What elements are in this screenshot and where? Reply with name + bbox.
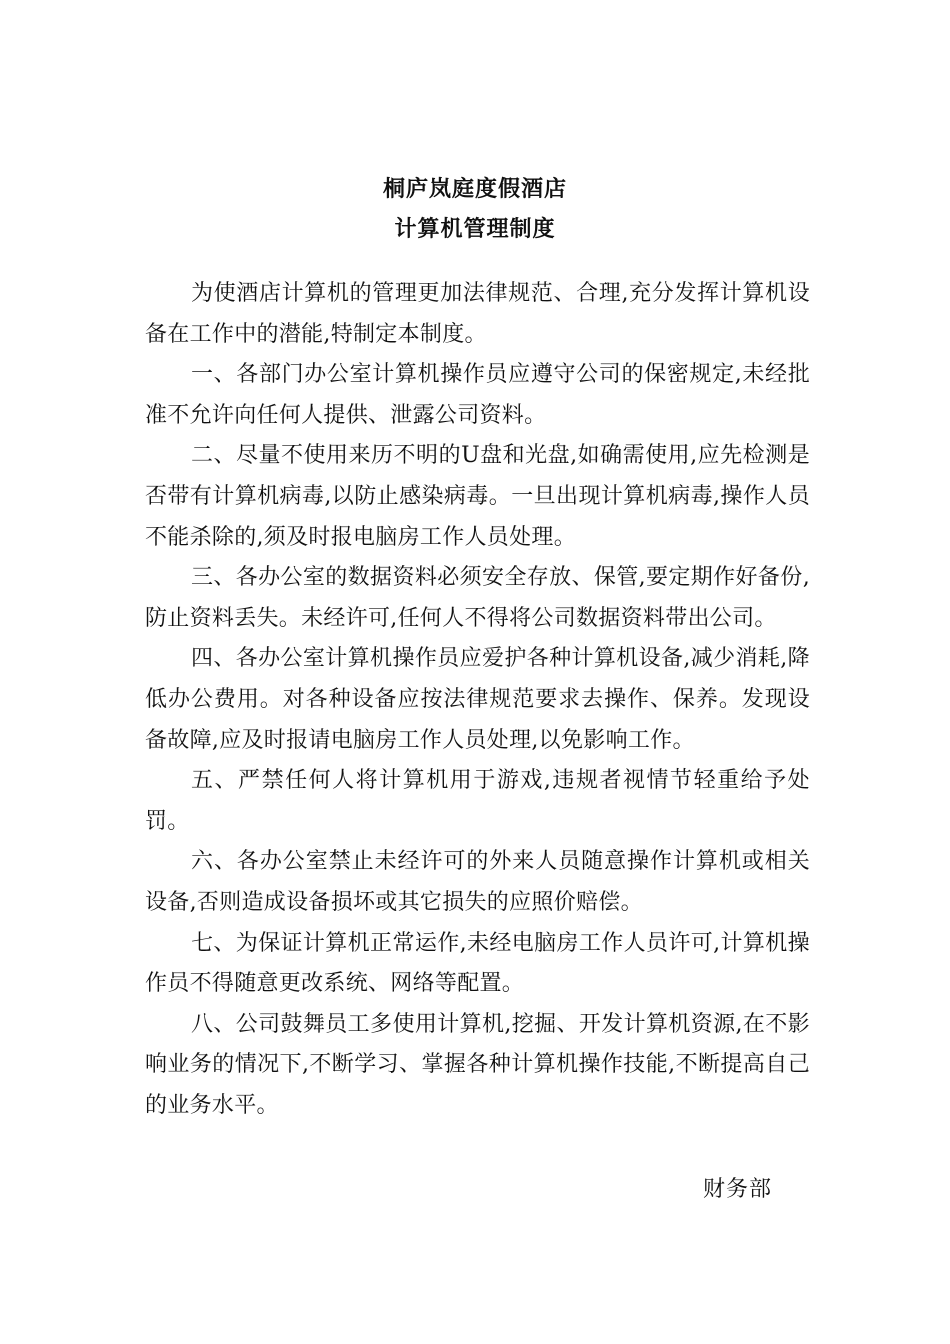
paragraph-item-6: 六、各办公室禁止未经许可的外来人员随意操作计算机或相关设备,否则造成设备损坏或其它损失的应照价赔偿。 bbox=[145, 849, 810, 915]
paragraph-item-3: 三、各办公室的数据资料必须安全存放、保管,要定期作好备份,防止资料丢失。未经许可,任何人不得将公司数据资料带出公司。 bbox=[145, 565, 810, 631]
paragraph-intro: 为使酒店计算机的管理更加法律规范、合理,充分发挥计算机设备在工作中的潜能,特制定本制度。 bbox=[145, 281, 810, 347]
document-title: 计算机管理制度 bbox=[394, 217, 556, 242]
paragraph-item-7: 七、为保证计算机正常运作,未经电脑房工作人员许可,计算机操作员不得随意更改系统、网络等配置。 bbox=[145, 930, 810, 997]
signature-department: 财务部 bbox=[703, 1177, 773, 1202]
document-body bbox=[145, 274, 810, 1126]
paragraph-item-5: 五、严禁任何人将计算机用于游戏,违规者视情节轻重给予处罚。 bbox=[145, 768, 810, 834]
paragraph-item-4: 四、各办公室计算机操作员应爱护各种计算机设备,减少消耗,降低办公费用。对各种设备应按法律规范要求去操作、保养。发现设备故障,应及时报请电脑房工作人员处理,以免影响工作。 bbox=[145, 646, 810, 753]
hotel-name-title: 桐庐岚庭度假酒店 bbox=[382, 177, 567, 202]
paragraph-item-2: 二、尽量不使用来历不明的U盘和光盘,如确需使用,应先检测是否带有计算机病毒,以防止感染病毒。一旦出现计算机病毒,操作人员不能杀除的,须及时报电脑房工作人员处理。 bbox=[145, 443, 810, 550]
paragraph-item-1: 一、各部门办公室计算机操作员应遵守公司的保密规定,未经批准不允许向任何人提供、泄露公司资料。 bbox=[145, 362, 810, 428]
paragraph-item-8: 八、公司鼓舞员工多使用计算机,挖掘、开发计算机资源,在不影响业务的情况下,不断学习、掌握各种计算机操作技能,不断提高自己的业务水平。 bbox=[145, 1011, 810, 1118]
